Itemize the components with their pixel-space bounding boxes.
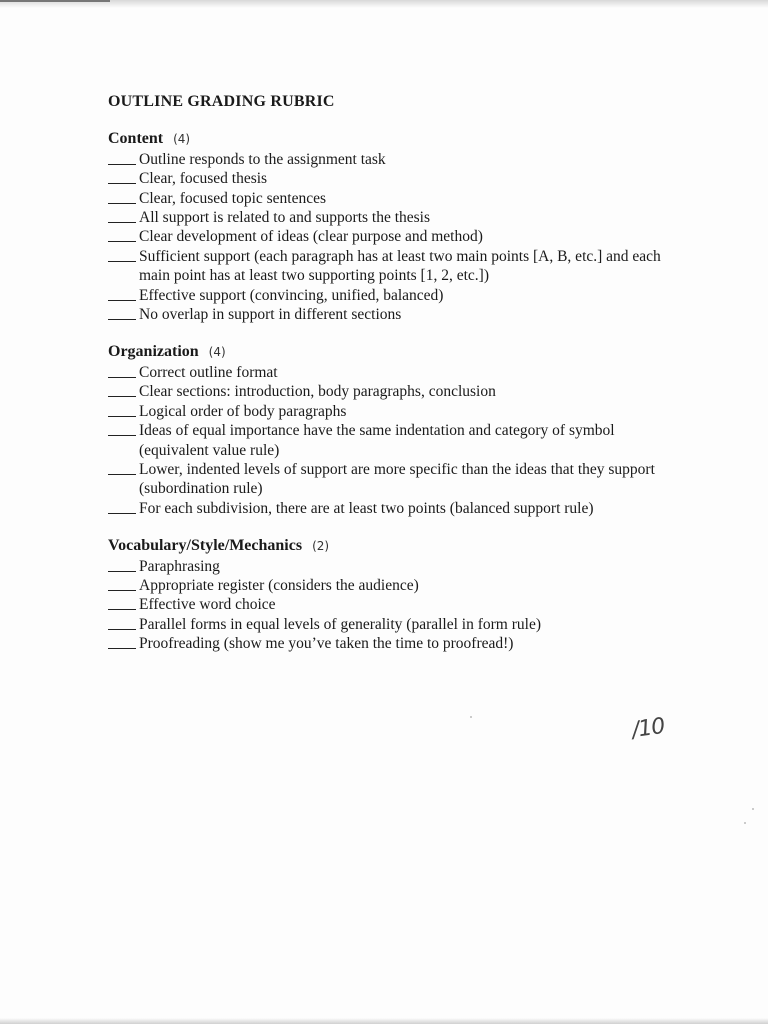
rubric-item-text: Proofreading (show me you’ve taken the time to proofread!) bbox=[139, 635, 514, 653]
handwritten-section-points: (4) bbox=[208, 345, 226, 360]
score-blank-line[interactable] bbox=[108, 208, 136, 223]
scan-speck bbox=[752, 808, 754, 810]
score-blank-line[interactable] bbox=[108, 247, 136, 262]
scan-speck bbox=[470, 716, 472, 718]
score-blank-line[interactable] bbox=[108, 150, 136, 165]
section-heading bbox=[108, 536, 688, 556]
rubric-item bbox=[108, 189, 688, 208]
handwritten-section-points: (4) bbox=[173, 132, 191, 147]
rubric-item bbox=[108, 305, 688, 324]
rubric-item-text: Outline responds to the assignment task bbox=[139, 150, 386, 168]
rubric-item-text: Correct outline format bbox=[139, 363, 278, 381]
section-heading-text: Organization bbox=[108, 343, 199, 361]
rubric-item bbox=[108, 576, 688, 595]
rubric-title: OUTLINE GRADING RUBRIC bbox=[108, 93, 335, 110]
score-blank-line[interactable] bbox=[108, 615, 136, 630]
section-heading-text: Vocabulary/Style/Mechanics bbox=[108, 537, 303, 555]
score-blank-line[interactable] bbox=[108, 421, 136, 436]
rubric-item bbox=[108, 150, 688, 169]
rubric-item bbox=[108, 169, 688, 188]
rubric-item bbox=[108, 615, 688, 634]
rubric-item-text: Clear, focused thesis bbox=[139, 170, 268, 188]
section-heading bbox=[108, 129, 688, 149]
score-blank-line[interactable] bbox=[108, 595, 136, 610]
rubric-item-text: Clear development of ideas (clear purpose and method) bbox=[139, 228, 483, 246]
scan-shadow-top bbox=[0, 0, 768, 8]
rubric-item bbox=[108, 227, 688, 246]
rubric-item-text: Parallel forms in equal levels of generality (parallel in form rule) bbox=[139, 615, 541, 633]
score-blank-line[interactable] bbox=[108, 227, 136, 242]
score-blank-line[interactable] bbox=[108, 363, 136, 378]
score-blank-line[interactable] bbox=[108, 634, 136, 649]
rubric-content bbox=[108, 92, 688, 672]
score-blank-line[interactable] bbox=[108, 189, 136, 204]
rubric-item-text: Logical order of body paragraphs bbox=[139, 402, 347, 420]
scan-shadow-bottom bbox=[0, 1018, 768, 1024]
rubric-item-text: Sufficient support (each paragraph has at least two main points [A, B, etc.] and each main point has at least two supporting points [1, 2, etc.]) bbox=[139, 247, 661, 285]
scan-edge-mark bbox=[0, 0, 110, 2]
rubric-item-text: Clear sections: introduction, body paragraphs, conclusion bbox=[139, 383, 496, 401]
rubric-item bbox=[108, 595, 688, 614]
rubric-item-text: For each subdivision, there are at least two points (balanced support rule) bbox=[139, 499, 594, 517]
score-blank-line[interactable] bbox=[108, 382, 136, 397]
score-blank-line[interactable] bbox=[108, 305, 136, 320]
score-blank-line[interactable] bbox=[108, 286, 136, 301]
handwritten-total-score: /10 bbox=[630, 713, 666, 744]
rubric-item bbox=[108, 247, 688, 286]
score-blank-line[interactable] bbox=[108, 576, 136, 591]
rubric-item bbox=[108, 402, 688, 421]
rubric-item-text: No overlap in support in different sections bbox=[139, 306, 402, 324]
rubric-section bbox=[108, 342, 688, 518]
rubric-item bbox=[108, 460, 688, 499]
rubric-item bbox=[108, 208, 688, 227]
rubric-item-text: Lower, indented levels of support are more specific than the ideas that they support (subordination rule) bbox=[139, 460, 655, 498]
rubric-item bbox=[108, 363, 688, 382]
rubric-item-text: Paraphrasing bbox=[139, 557, 220, 575]
score-blank-line[interactable] bbox=[108, 402, 136, 417]
rubric-item-text: Clear, focused topic sentences bbox=[139, 189, 327, 207]
score-blank-line[interactable] bbox=[108, 460, 136, 475]
rubric-section bbox=[108, 129, 688, 324]
rubric-item-text: Effective support (convincing, unified, balanced) bbox=[139, 286, 444, 304]
section-heading-text: Content bbox=[108, 130, 164, 148]
rubric-item-text: All support is related to and supports the thesis bbox=[139, 209, 431, 227]
rubric-item bbox=[108, 634, 688, 653]
rubric-item bbox=[108, 286, 688, 305]
scan-speck bbox=[744, 822, 746, 824]
section-heading bbox=[108, 342, 688, 362]
rubric-item bbox=[108, 421, 688, 460]
rubric-sections bbox=[108, 129, 688, 653]
rubric-item-text: Effective word choice bbox=[139, 596, 276, 614]
score-blank-line[interactable] bbox=[108, 557, 136, 572]
score-blank-line[interactable] bbox=[108, 169, 136, 184]
rubric-item bbox=[108, 557, 688, 576]
score-blank-line[interactable] bbox=[108, 499, 136, 514]
rubric-item-text: Appropriate register (considers the audience) bbox=[139, 576, 419, 594]
rubric-section bbox=[108, 536, 688, 653]
rubric-item bbox=[108, 382, 688, 401]
rubric-item bbox=[108, 499, 688, 518]
rubric-item-text: Ideas of equal importance have the same indentation and category of symbol (equivalent value rule) bbox=[139, 422, 615, 459]
handwritten-section-points: (2) bbox=[312, 539, 330, 554]
